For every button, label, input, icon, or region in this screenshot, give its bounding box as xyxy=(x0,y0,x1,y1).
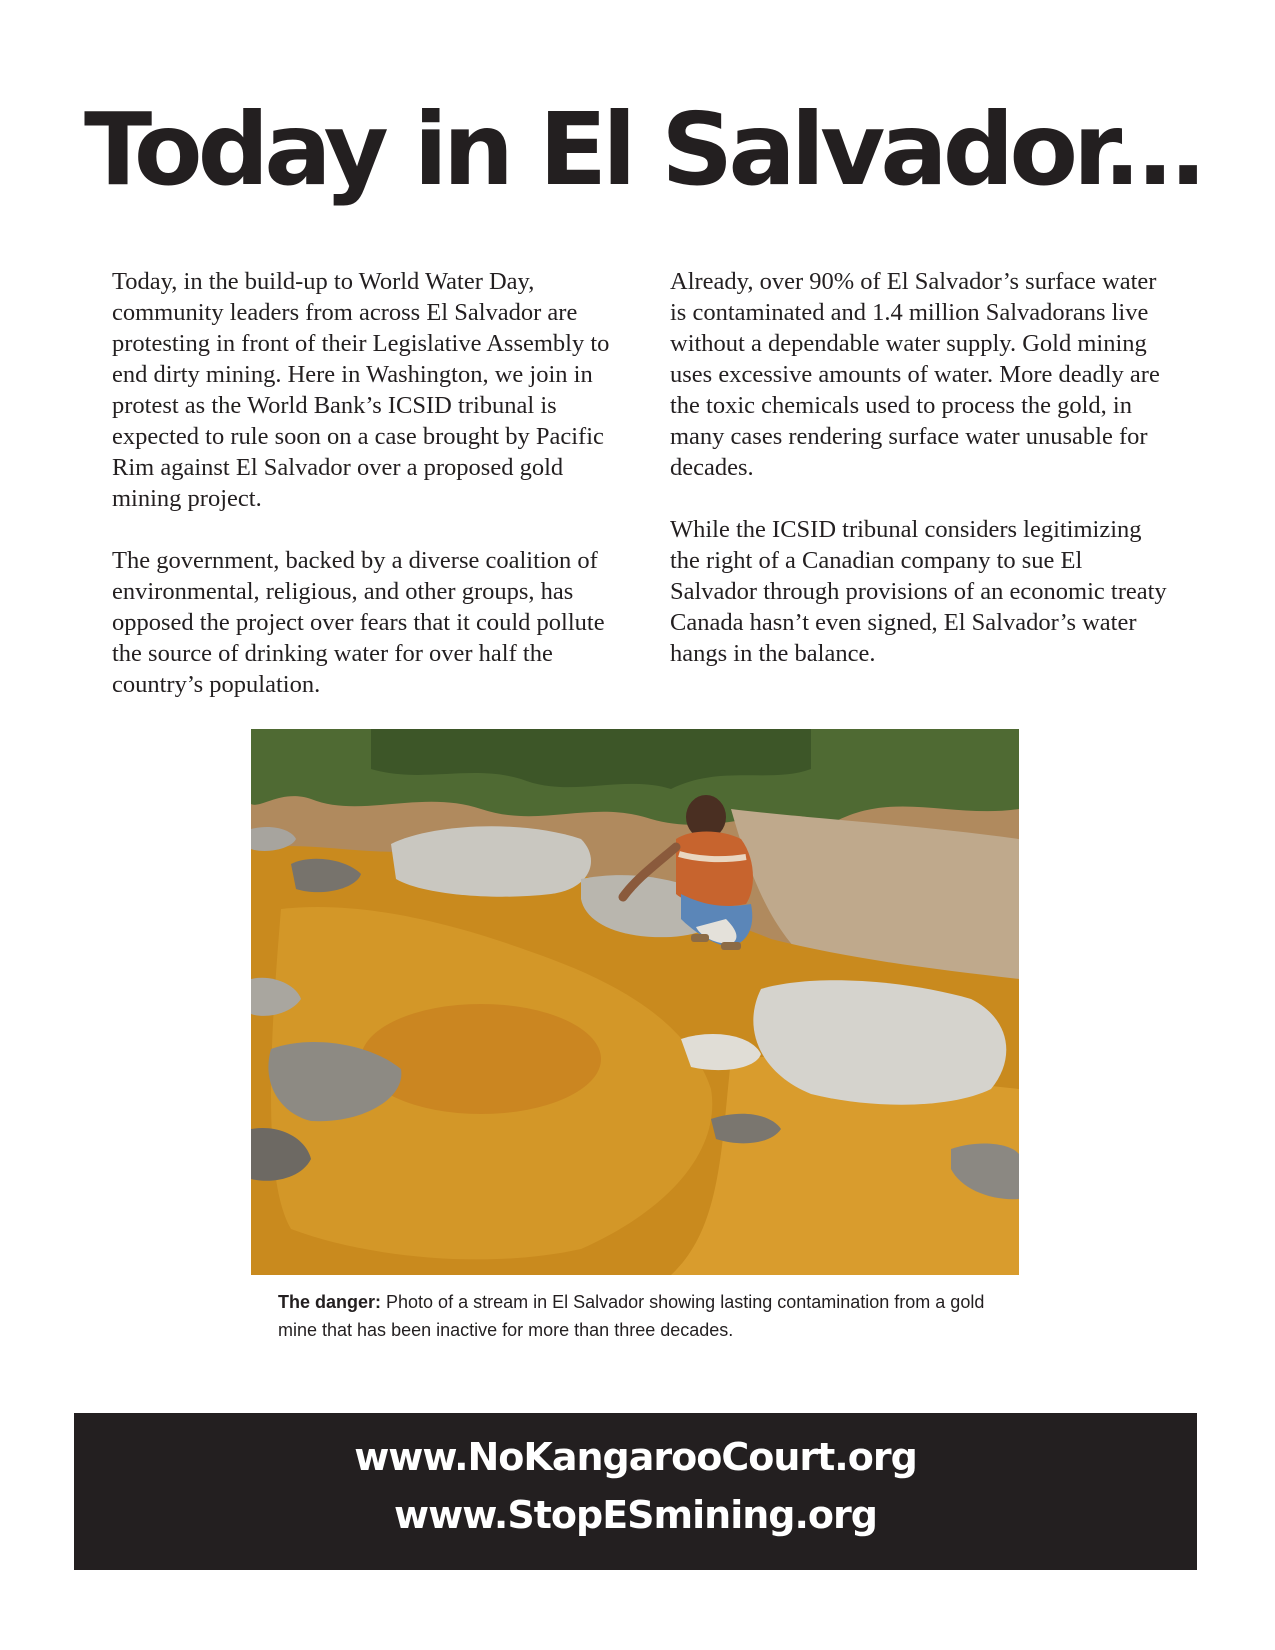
caption-text: Photo of a stream in El Salvador showing lasting contamination from a gold mine that has been inactive for more than three decades. xyxy=(278,1292,985,1340)
footer-url-stopesmining[interactable]: www.StopESmining.org xyxy=(394,1493,877,1537)
caption-lead: The danger: xyxy=(278,1292,382,1312)
column-left xyxy=(112,266,624,731)
left-paragraph-2: The government, backed by a diverse coalition of environmental, religious, and other groups, has opposed the project over fears that it could pollute the source of drinking water for over half the country’s population. xyxy=(112,547,605,698)
headline: Today in El Salvador... xyxy=(84,91,1203,208)
photo-caption xyxy=(278,1288,1023,1344)
contaminated-stream-photo xyxy=(251,729,1019,1275)
footer-banner xyxy=(74,1413,1197,1570)
right-paragraph-2: While the ICSID tribunal considers legitimizing the right of a Canadian company to sue El Salvador through provisions of an economic treaty Canada hasn’t even signed, El Salvador’s water hangs in the balance. xyxy=(670,516,1167,667)
left-paragraph-1: Today, in the build-up to World Water Day, community leaders from across El Salvador are protesting in front of their Legislative Assembly to end dirty mining. Here in Washington, we join in protest as the World Bank’s ICSID tribunal is expected to rule soon on a case brought by Pacific Rim against El Salvador over a proposed gold mining project. xyxy=(112,268,610,512)
column-right xyxy=(670,266,1172,700)
footer-url-nokangaroocourt[interactable]: www.NoKangarooCourt.org xyxy=(354,1435,917,1479)
right-paragraph-1: Already, over 90% of El Salvador’s surface water is contaminated and 1.4 million Salvadorans live without a dependable water supply. Gold mining uses excessive amounts of water. More deadly are the toxic chemicals used to process the gold, in many cases rendering surface water unusable for decades. xyxy=(670,268,1160,481)
